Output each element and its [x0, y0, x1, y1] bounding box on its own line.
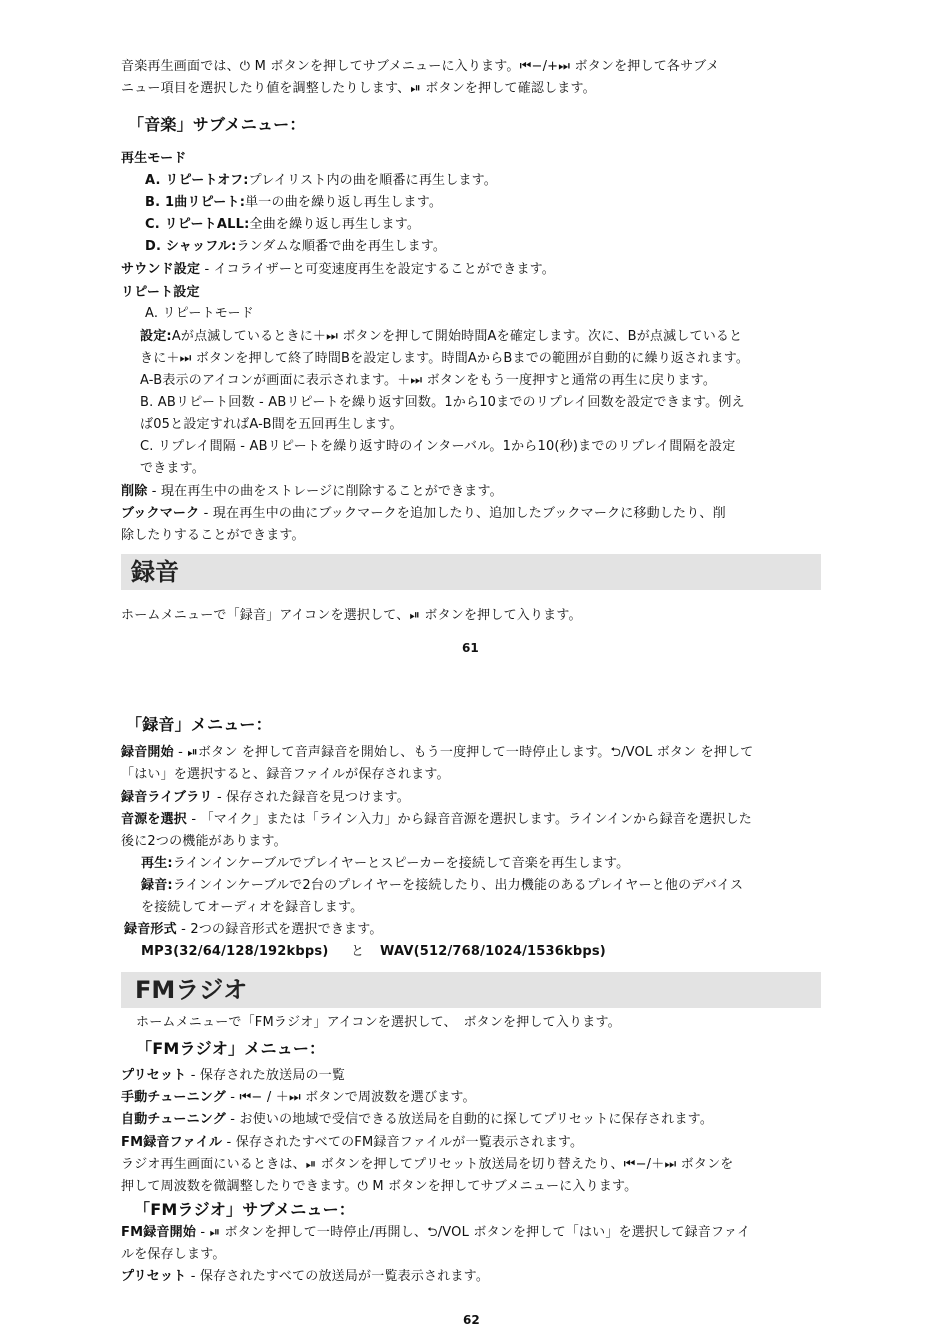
recording-section-title: 録音 — [131, 558, 179, 586]
play-mode-item: B. 1曲リピート:単一の曲を繰り返し再生します。 — [145, 195, 443, 210]
delete-item: 削除 - 現在再生中の曲をストレージに削除することができます。 — [121, 484, 503, 499]
auto-tuning-item: 自動チューニング - お使いの地域で受信できる放送局を自動的に探してプリセットに保存されます。 — [121, 1112, 714, 1127]
playback-item: 再生:ラインインケーブルでプレイヤーとスピーカーを接続して音楽を再生します。 — [141, 856, 630, 871]
fm-section-title: FMラジオ — [135, 976, 248, 1004]
format-and: と — [351, 944, 365, 959]
repeat-setting-line: きに＋⏭ ボタンを押して終了時間Bを設定します。時間AからBまでの範囲が自動的に繰り返されます。 — [140, 351, 750, 366]
bookmark-item: ブックマーク - 現在再生中の曲にブックマークを追加したり、追加したブックマークに移動したり、削 — [121, 506, 726, 521]
rec-library: 録音ライブラリ - 保存された録音を見つけます。 — [121, 790, 410, 805]
play-mode-label: 再生モード — [121, 151, 187, 166]
manual-tuning-item: 手動チューニング - ⏮− / ＋⏭ ボタンで周波数を選びます。 — [121, 1090, 476, 1105]
ab-repeat-count: B. ABリピート回数 - ABリピートを繰り返す回数。1から10までのリプレイ回数を設定できます。例え — [140, 395, 745, 410]
recording-intro: ホームメニューで「録音」アイコンを選択して、⏯ ボタンを押して入ります。 — [121, 608, 582, 623]
source-select-cont: 後に2つの機能があります。 — [121, 834, 287, 849]
repeat-mode: A. リピートモード — [145, 306, 254, 321]
replay-interval: できます。 — [140, 461, 205, 476]
replay-interval: C. リプレイ間隔 - ABリピートを繰り返す時のインターバル。1から10(秒)までのリプレイ間隔を設定 — [140, 439, 736, 454]
intro-line-1: 音楽再生画面では、⏻ M ボタンを押してサブメニューに入ります。⏮−/+⏭ ボタンを押して各サブメ — [121, 59, 720, 74]
fm-section-header — [121, 972, 821, 1008]
fm-rec-start-item: FM録音開始 - ⏯ ボタンを押して一時停止/再開し、⮌/VOL ボタンを押して「はい」を選択して録音ファイ — [121, 1225, 751, 1240]
radio-play-line: ラジオ再生画面にいるときは、⏯ ボタンを押してプリセット放送局を切り替えたり、⏮−/＋⏭ ボタンを — [121, 1157, 734, 1172]
bookmark-item-cont: 除したりすることができます。 — [121, 528, 305, 543]
intro-line-2: ニュー項目を選択したり値を調整したりします、⏯ ボタンを押して確認します。 — [121, 81, 596, 96]
rec-start: 録音開始 - ⏯ボタン を押して音声録音を開始し、もう一度押して一時停止します。⮌/VOL ボタン を押して — [121, 745, 754, 760]
fm-submenu-heading: 「FMラジオ」サブメニュー： — [134, 1200, 356, 1219]
preset-item: プリセット - 保存された放送局の一覧 — [121, 1068, 346, 1083]
play-mode-item: C. リピートALL:全曲を繰り返し再生します。 — [145, 217, 421, 232]
source-select: 音源を選択 - 「マイク」または「ライン入力」から録音音源を選択します。ラインインから録音を選択した — [121, 812, 752, 827]
sound-setting: サウンド設定 - イコライザーと可変速度再生を設定することができます。 — [121, 262, 556, 277]
radio-play-line: 押して周波数を微調整したりできます。⏻ M ボタンを押してサブメニューに入ります。 — [121, 1179, 638, 1194]
play-mode-item: D. シャッフル:ランダムな順番で曲を再生します。 — [145, 239, 447, 254]
recording-section-header — [121, 554, 821, 590]
ab-repeat-count: ば05と設定すればA-B間を五回再生します。 — [140, 417, 403, 432]
page-number: 61 — [462, 641, 479, 655]
format-mp3: MP3(32/64/128/192kbps) — [141, 944, 329, 959]
fm-rec-files-item: FM録音ファイル - 保存されたすべてのFM録音ファイルが一覧表示されます。 — [121, 1135, 584, 1150]
rec-start-cont: 「はい」を選択すると、録音ファイルが保存されます。 — [121, 767, 450, 782]
format-wav: WAV(512/768/1024/1536kbps) — [380, 944, 606, 959]
page-number: 62 — [463, 1313, 480, 1327]
preset-list-item: プリセット - 保存されたすべての放送局が一覧表示されます。 — [121, 1269, 490, 1284]
record-item: 録音:ラインインケーブルで2台のプレイヤーを接続したり、出力機能のあるプレイヤーと他のデバイス — [141, 878, 744, 893]
fm-menu-heading: 「FMラジオ」メニュー： — [136, 1039, 326, 1058]
music-submenu-heading: 「音楽」サブメニュー： — [128, 115, 306, 134]
fm-rec-start-cont: ルを保存します。 — [121, 1247, 226, 1262]
repeat-setting-line: A-B表示のアイコンが画面に表示されます。＋⏭ ボタンをもう一度押すと通常の再生に戻ります。 — [140, 373, 717, 388]
repeat-setting-label: リピート設定 — [121, 285, 200, 300]
rec-menu-heading: 「録音」メニュー： — [126, 715, 272, 734]
play-mode-item: A. リピートオフ:プレイリスト内の曲を順番に再生します。 — [145, 173, 498, 188]
record-item-cont: を接続してオーディオを録音します。 — [141, 900, 364, 915]
rec-format: 録音形式 - 2つの録音形式を選択できます。 — [124, 922, 383, 937]
repeat-setting-line: 設定:Aが点滅しているときに＋⏭ ボタンを押して開始時間Aを確定します。次に、Bが点滅していると — [140, 329, 743, 344]
fm-intro: ホームメニューで「FMラジオ」アイコンを選択して、 ボタンを押して入ります。 — [136, 1015, 621, 1030]
